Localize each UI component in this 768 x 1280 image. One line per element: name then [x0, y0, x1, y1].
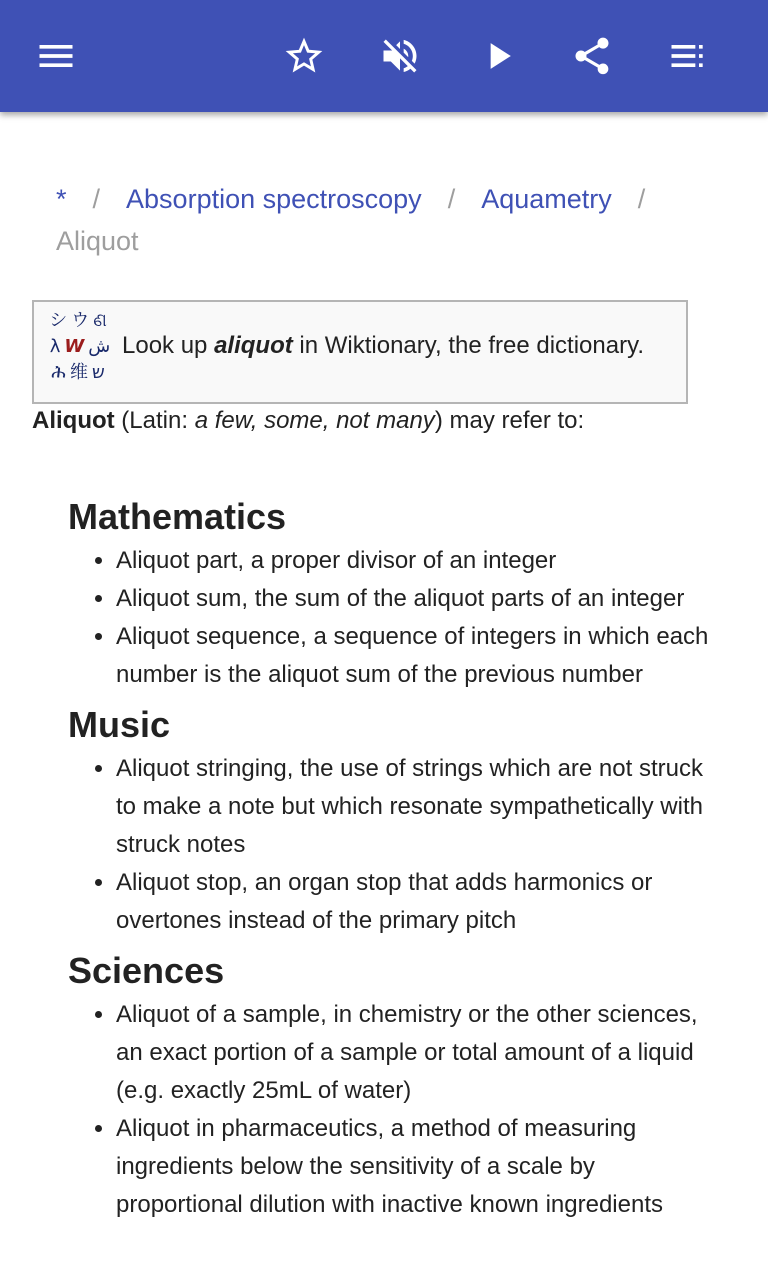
breadcrumb-separator: /: [92, 184, 101, 214]
wiktionary-text: [122, 332, 644, 360]
logo-glyph: W: [64, 336, 89, 357]
intro-latin: a few, some, not many: [194, 407, 435, 434]
list-item[interactable]: • Aliquot of a sample, in chemistry or the other sciences, an exact portion of a sample or total amount of a liquid (e.g. exactly 25mL of water): [116, 996, 728, 1110]
contents-button[interactable]: [656, 24, 720, 88]
logo-glyph: ウ: [71, 310, 94, 331]
wiktionary-term: aliquot: [214, 332, 293, 359]
intro-open: (Latin:: [114, 407, 195, 434]
menu-icon: [34, 34, 78, 78]
app-toolbar: [0, 0, 768, 112]
breadcrumb-separator: /: [447, 184, 456, 214]
logo-glyph: ש: [91, 362, 109, 383]
logo-glyph: ሕ: [51, 362, 70, 383]
intro-paragraph: [32, 402, 584, 440]
section-heading-sciences: Sciences: [68, 950, 225, 991]
list-item[interactable]: • Aliquot in pharmaceutics, a method of measuring ingredients below the sensitivity of a scale by proportional dilution with inactive known ingredients: [116, 1110, 728, 1224]
volume-off-icon: [378, 34, 422, 78]
play-icon: [476, 34, 520, 78]
logo-glyph: ش: [88, 336, 111, 357]
breadcrumb-item-aquametry[interactable]: Aquametry: [481, 184, 612, 214]
list-item[interactable]: • Aliquot stop, an organ stop that adds harmonics or overtones instead of the primary pitch: [116, 864, 728, 940]
share-button[interactable]: [560, 24, 624, 88]
breadcrumb-item-absorption-spectroscopy[interactable]: Absorption spectroscopy: [126, 184, 422, 214]
breadcrumb-root[interactable]: *: [56, 184, 67, 214]
article-content: [0, 112, 768, 1280]
intro-close: ) may refer to:: [434, 407, 585, 434]
menu-button[interactable]: [24, 24, 88, 88]
star-outline-icon: [282, 34, 326, 78]
logo-glyph: 维: [69, 362, 92, 383]
wiktionary-suffix: in Wiktionary, the free dictionary.: [292, 332, 644, 359]
section-list-sciences: [68, 996, 728, 1224]
list-item[interactable]: • Aliquot part, a proper divisor of an integer: [116, 542, 728, 580]
breadcrumb: [56, 178, 736, 262]
logo-glyph: ଣ: [93, 310, 111, 331]
section-list-mathematics: [68, 542, 728, 694]
breadcrumb-current: Aliquot: [56, 226, 139, 256]
section-heading-music: Music: [68, 704, 171, 745]
section-list-music: [68, 750, 728, 940]
wiktionary-link[interactable]: [214, 332, 293, 359]
list-item[interactable]: • Aliquot sequence, a sequence of integers in which each number is the aliquot sum of the previous number: [116, 618, 728, 694]
intro-term: Aliquot: [32, 407, 115, 434]
wiktionary-logo-icon: [40, 308, 120, 386]
sections: [68, 492, 728, 1230]
play-button[interactable]: [466, 24, 530, 88]
playlist-icon: [666, 34, 710, 78]
breadcrumb-separator: /: [637, 184, 646, 214]
list-item[interactable]: • Aliquot stringing, the use of strings which are not struck to make a note but which resonate sympathetically with struck notes: [116, 750, 728, 864]
logo-glyph: λ: [49, 336, 65, 357]
logo-glyph: シ: [49, 310, 72, 331]
mute-button[interactable]: [368, 24, 432, 88]
share-icon: [570, 34, 614, 78]
favorite-button[interactable]: [272, 24, 336, 88]
list-item[interactable]: • Aliquot sum, the sum of the aliquot parts of an integer: [116, 580, 728, 618]
wiktionary-prefix: Look up: [122, 332, 215, 359]
wiktionary-box: [32, 300, 688, 404]
section-heading-mathematics: Mathematics: [68, 496, 287, 537]
